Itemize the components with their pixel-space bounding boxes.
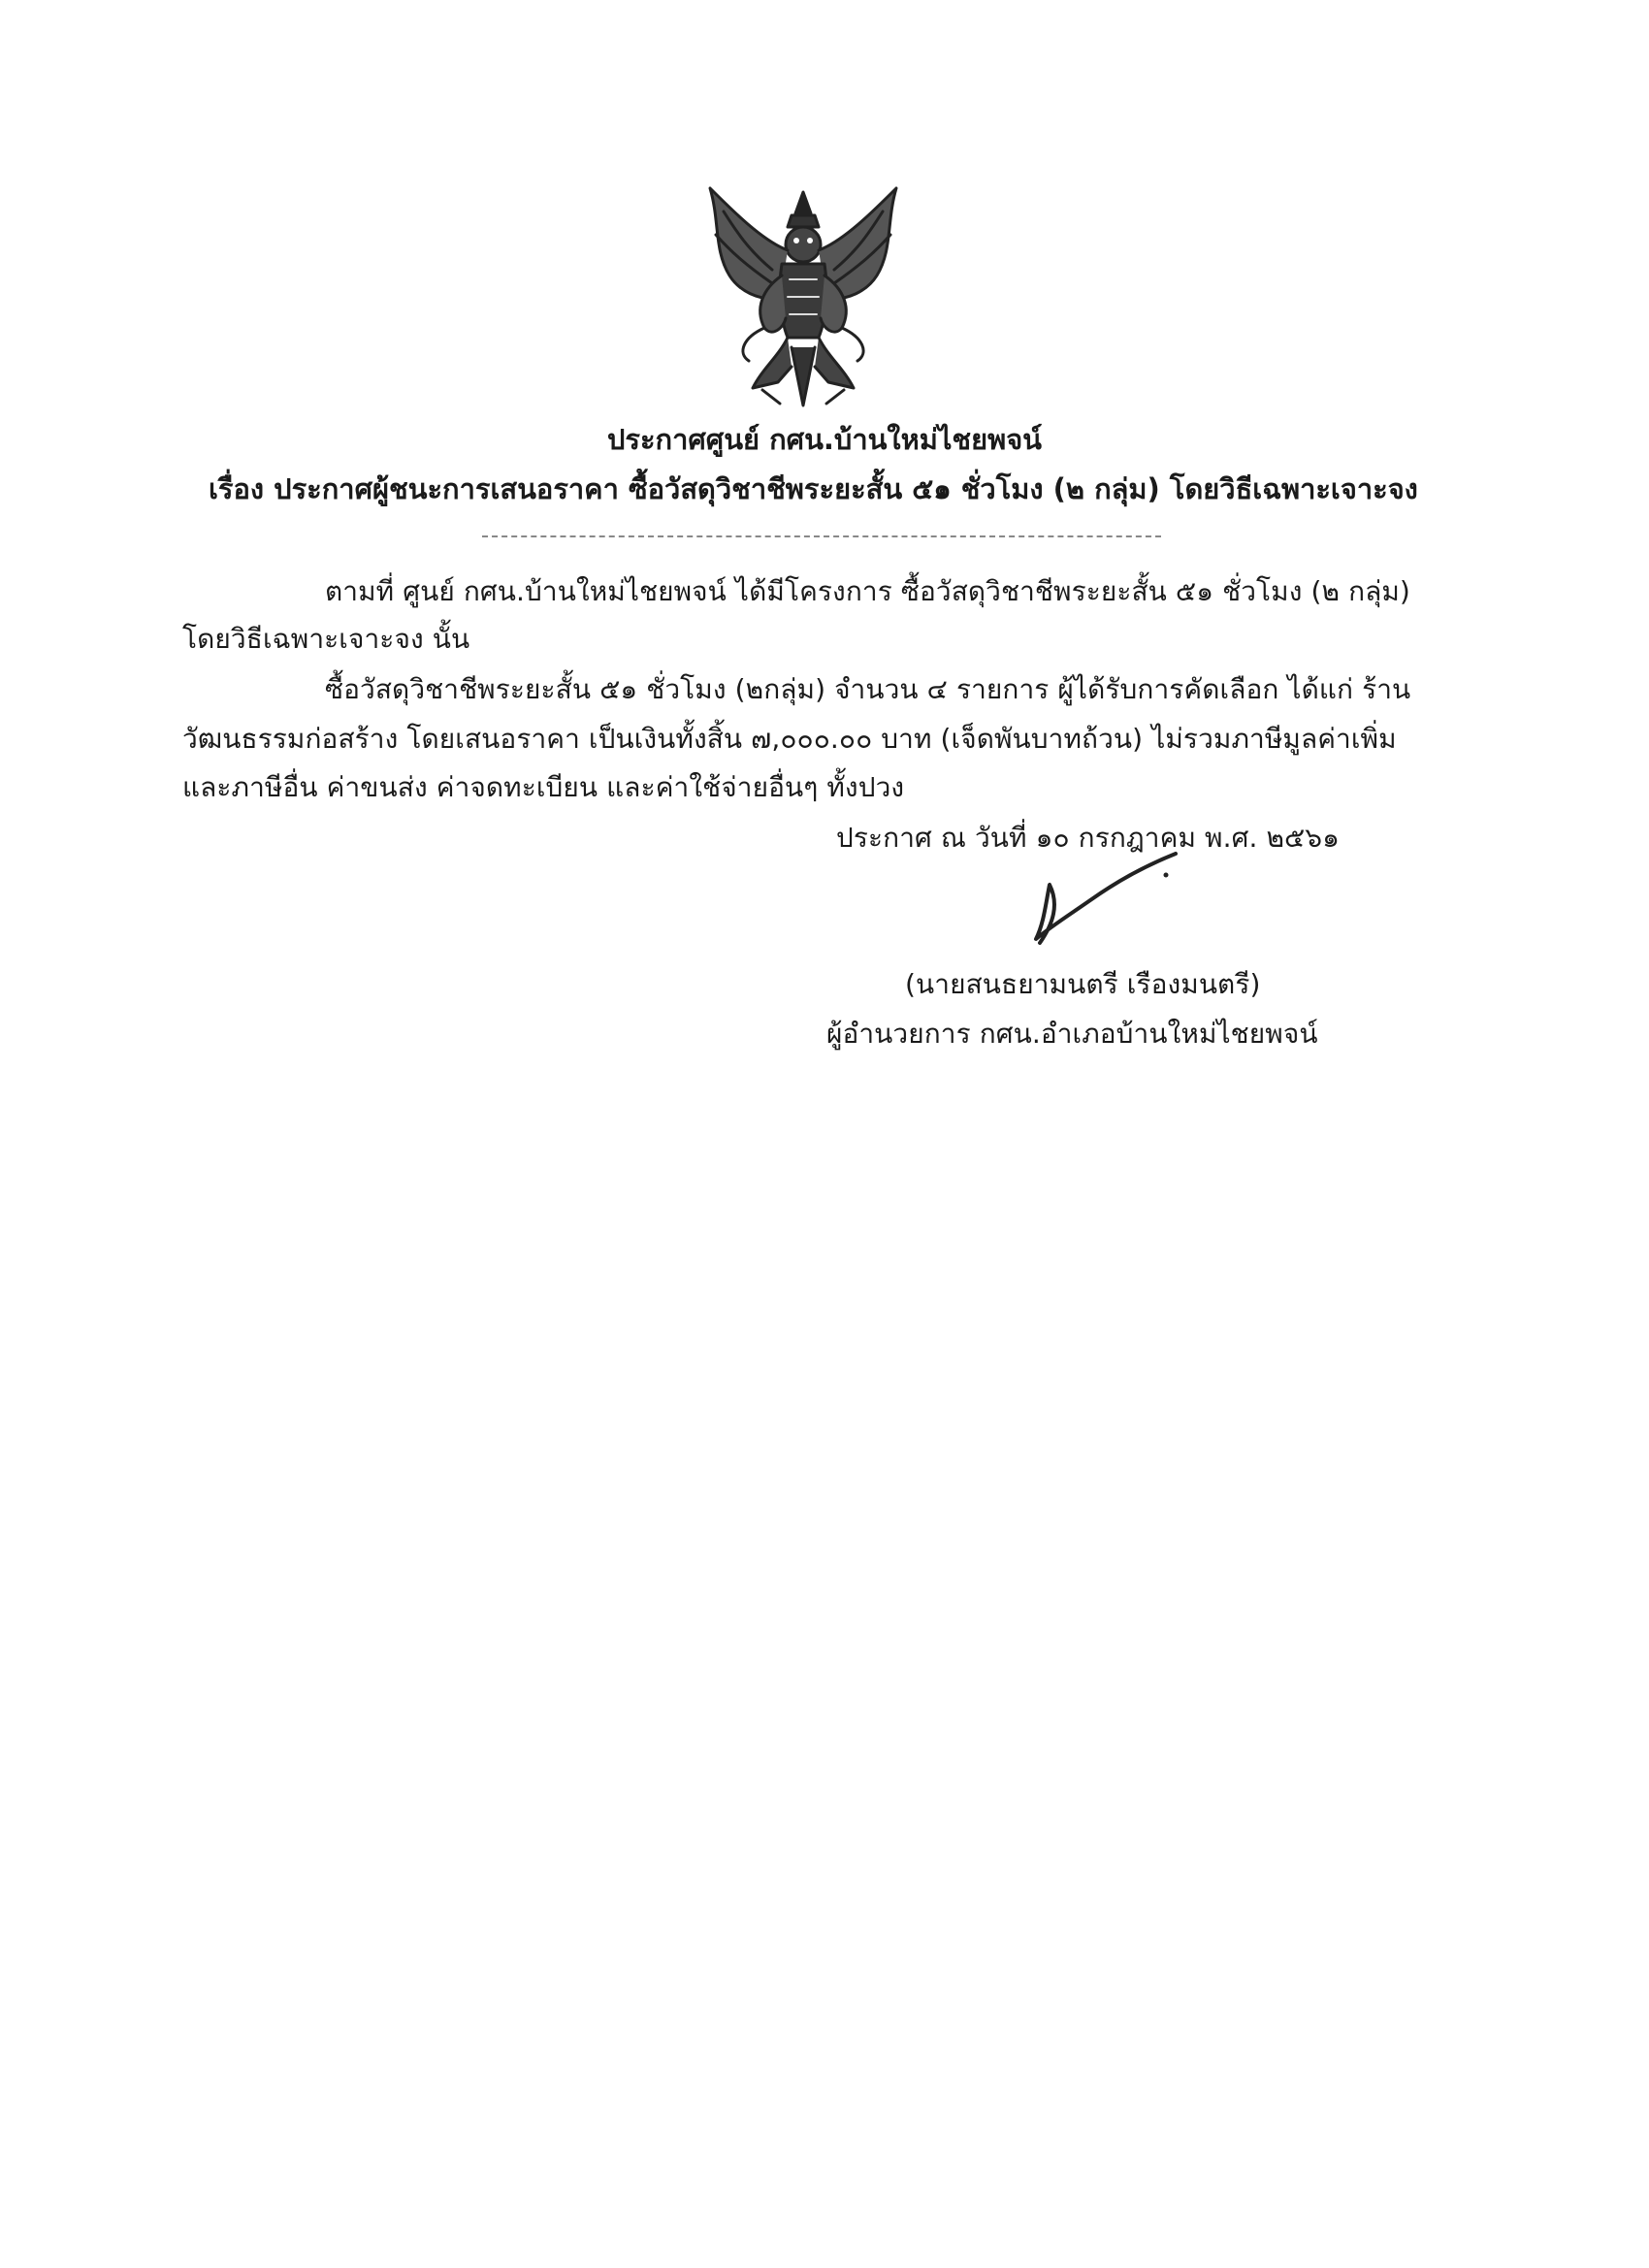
- paragraph-2-line-2: วัฒนธรรมก่อสร้าง โดยเสนอราคา เป็นเงินทั้งสิ้น ๗,๐๐๐.๐๐ บาท (เจ็ดพันบาทถ้วน) ไม่รวมภาษีมูลค่าเพิ่ม: [182, 723, 1397, 755]
- signatory-position: ผู้อำนวยการ กศน.อำเภอบ้านใหม่ไชยพจน์: [826, 1018, 1318, 1050]
- paragraph-1-line-2: โดยวิธีเฉพาะเจาะจง นั้น: [182, 623, 470, 655]
- announcement-date: ประกาศ ณ วันที่ ๑๐ กรกฎาคม พ.ศ. ๒๕๖๑: [836, 822, 1341, 854]
- garuda-emblem-icon: [695, 182, 912, 411]
- paragraph-2-line-3: และภาษีอื่น ค่าขนส่ง ค่าจดทะเบียน และค่าใช้จ่ายอื่นๆ ทั้งปวง: [182, 771, 905, 803]
- document-subject: เรื่อง ประกาศผู้ชนะการเสนอราคา ซื้อวัสดุวิชาชีพระยะสั้น ๕๑ ชั่วโมง (๒ กลุ่ม) โดยวิธีเฉพาะเจาะจง: [209, 472, 1418, 505]
- signatory-name: (นายสนธยามนตรี เรืองมนตรี): [905, 968, 1261, 1000]
- handwritten-signature: [1020, 846, 1185, 953]
- paragraph-1-line-1: ตามที่ ศูนย์ กศน.บ้านใหม่ไชยพจน์ ได้มีโครงการ ซื้อวัสดุวิชาชีพระยะสั้น ๕๑ ชั่วโมง (๒ กลุ่ม): [325, 575, 1410, 607]
- document-title: ประกาศศูนย์ กศน.บ้านใหม่ไชยพจน์: [606, 423, 1043, 456]
- header-divider: [482, 535, 1161, 537]
- paragraph-2-line-1: ซื้อวัสดุวิชาชีพระยะสั้น ๕๑ ชั่วโมง (๒กลุ่ม) จำนวน ๔ รายการ ผู้ได้รับการคัดเลือก ได้แก่ ร้าน: [325, 673, 1411, 705]
